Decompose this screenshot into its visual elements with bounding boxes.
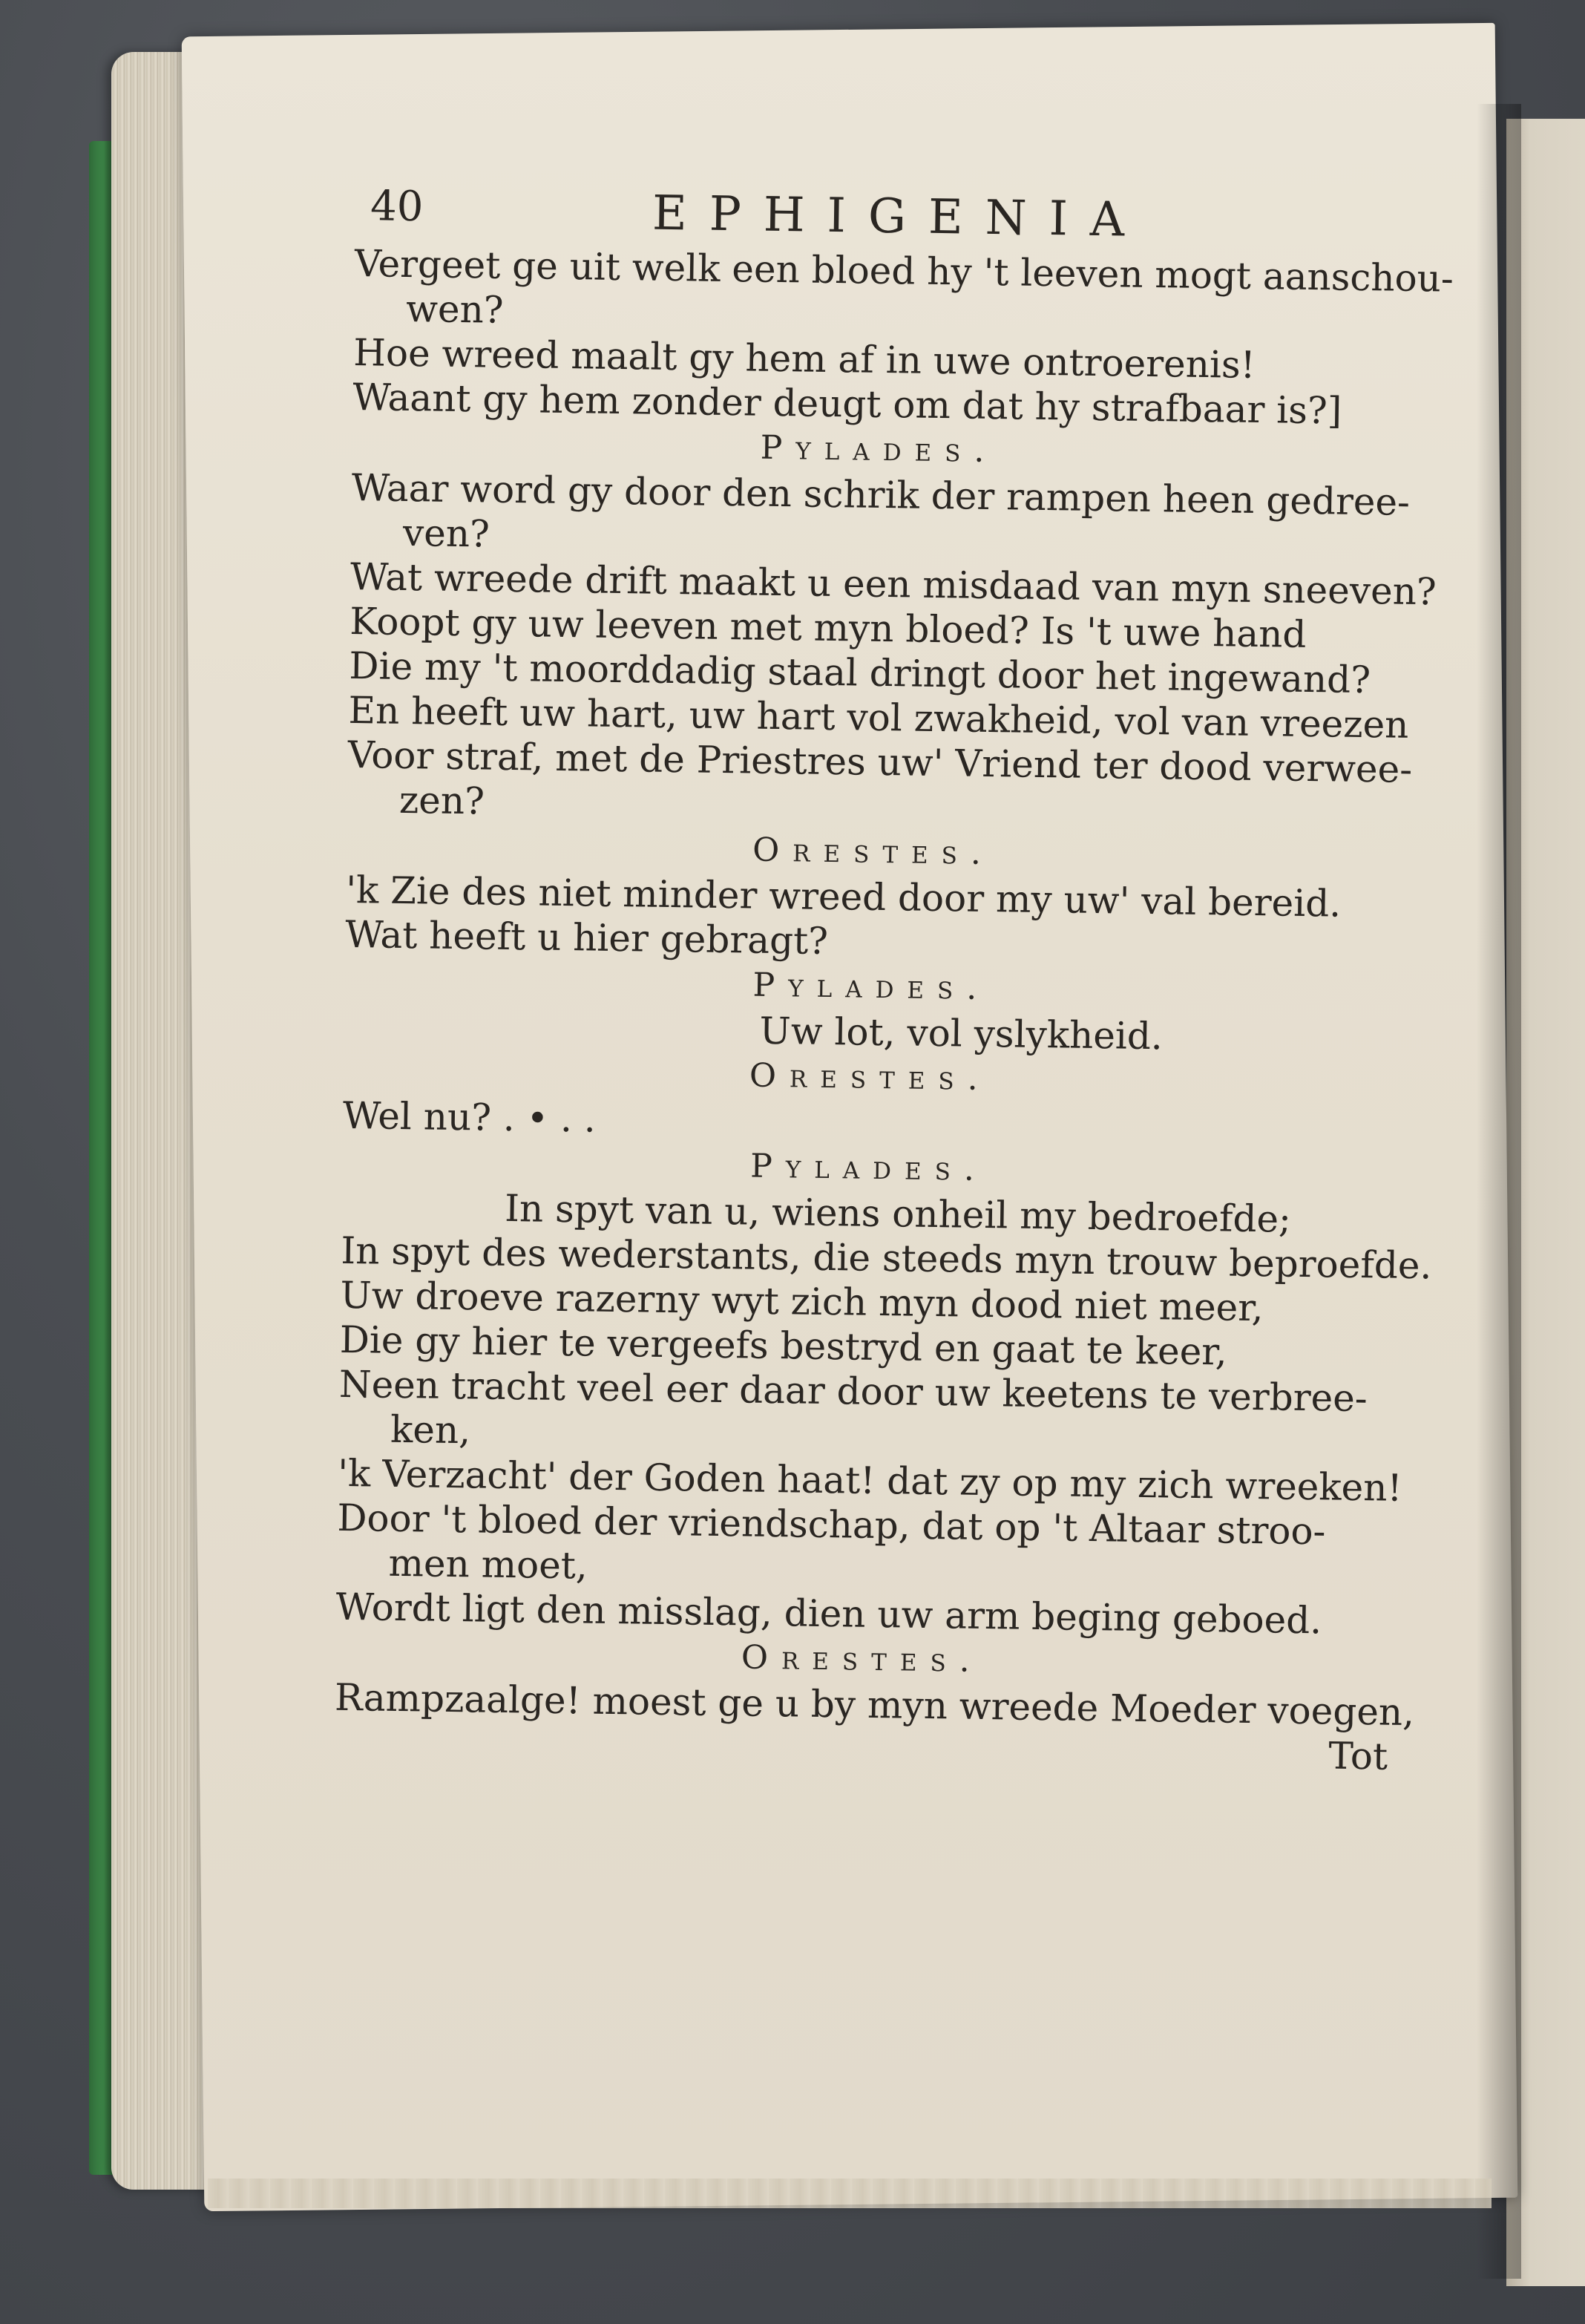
verse-line: Door 't bloed der vriendschap, dat op 't Altaar stroo- (337, 1496, 1326, 1554)
verse-line: Neen tracht veel eer daar door uw keetens te verbree- (338, 1362, 1368, 1421)
verse-line: Rampzaalge! moest ge u by myn wreede Moeder voegen, (334, 1675, 1415, 1735)
verse-line: Uw droeve razerny wyt zich myn dood niet meer, (340, 1273, 1264, 1330)
verse-line: 'k Verzacht' der Goden haat! dat zy op my zich wreeken! (337, 1451, 1402, 1510)
verse-line: Wel nu? . • . . (342, 1093, 597, 1141)
catchword: Tot (1328, 1734, 1388, 1778)
verse-line: In spyt van u, wiens onheil my bedroefde; (504, 1186, 1292, 1241)
page-header (355, 160, 1454, 257)
verse-line-continuation: men moet, (388, 1541, 588, 1588)
verse-line-continuation: wen? (405, 287, 504, 332)
speaker-name: Pylades. (752, 966, 991, 1008)
verse-line: Voor straf, met de Priestres uw' Vriend ter dood verwee- (347, 733, 1413, 791)
verse-line: Uw lot, vol yslykheid. (759, 1009, 1164, 1058)
verse-line: In spyt des wederstants, die steeds myn trouw beproefde. (341, 1228, 1432, 1288)
verse-line-continuation: ken, (390, 1407, 471, 1453)
verse-line: Die my 't moorddadig staal dringt door het ingewand? (349, 644, 1371, 702)
verse-line: Waar word gy door den schrik der rampen heen gedree- (351, 465, 1411, 524)
verse-line: Die gy hier te vergeefs bestryd en gaat te keer, (339, 1318, 1227, 1374)
verse-line: Hoe wreed maalt gy hem af in uwe ontroerenis! (352, 330, 1256, 387)
page-text (334, 160, 1454, 1779)
verse-line: 'k Zie des niet minder wreed door my uw' val bereid. (345, 868, 1342, 926)
gutter-shadow (1477, 104, 1521, 2279)
page-number: 40 (370, 182, 424, 232)
verse-line: En heeft uw hart, uw hart vol zwakheid, vol van vreezen (348, 688, 1409, 747)
verse-line: Wat heeft u hier gebragt? (345, 912, 829, 963)
running-title: EPHIGENIA (652, 186, 1147, 248)
speaker-name: Orestes. (752, 831, 995, 873)
verse-line: Wat wreede drift maakt u een misdaad van myn sneeven? (350, 554, 1437, 614)
page-bottom-edge (208, 2179, 1492, 2208)
verse-line-continuation: zen? (398, 778, 485, 823)
speaker-name: Pylades. (749, 1147, 988, 1189)
verse-line: Koopt gy uw leeven met myn bloed? Is 't uwe hand (349, 599, 1307, 656)
speaker-name: Orestes. (741, 1638, 984, 1680)
verse-lines (335, 241, 1454, 1735)
verse-line: Vergeet ge uit welk een bloed hy 't leeven mogt aanschou- (354, 241, 1454, 301)
verse-line: Wordt ligt den misslag, dien uw arm beging geboed. (335, 1585, 1322, 1643)
speaker-name: Orestes. (749, 1056, 992, 1099)
verse-line: Waant gy hem zonder deugt om dat hy strafbaar is?] (352, 375, 1342, 433)
verse-line-continuation: ven? (402, 511, 490, 556)
speaker-name: Pylades. (760, 428, 998, 471)
